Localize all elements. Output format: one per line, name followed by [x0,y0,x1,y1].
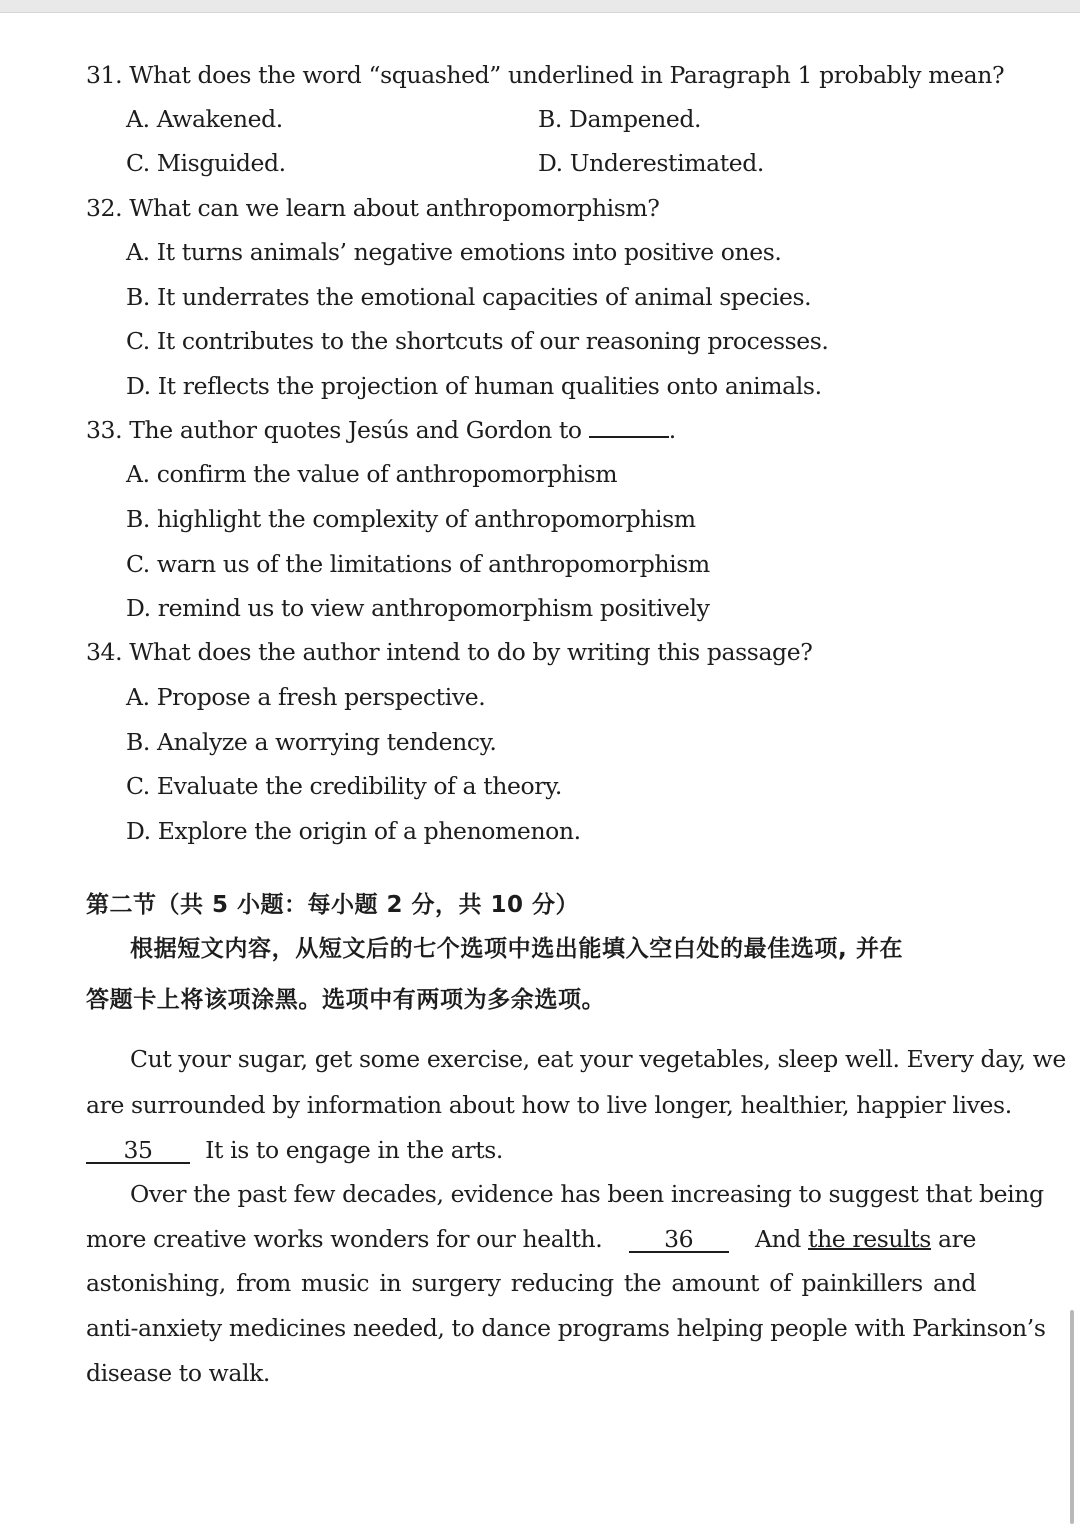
question-34-option-c: C. Evaluate the credibility of a theory. [126,772,562,800]
question-34-option-a: A. Propose a fresh perspective. [126,683,486,711]
question-31-stem: 31. What does the word “squashed” underlined in Paragraph 1 probably mean? [86,61,1005,89]
passage-paragraph-1-line-3 [86,1135,976,1165]
question-33-stem [86,415,676,445]
question-33-option-d: D. remind us to view anthropomorphism positively [126,594,710,622]
passage-paragraph-2-line-2-tail [755,1224,976,1254]
question-32-option-a: A. It turns animals’ negative emotions into positive ones. [126,238,782,266]
question-34-stem: 34. What does the author intend to do by writing this passage? [86,638,813,666]
passage-paragraph-2-line-3: astonishing, from music in surgery reducing the amount of painkillers and [86,1269,976,1297]
passage-paragraph-2-line-2 [86,1224,976,1254]
scrollbar-thumb[interactable] [1070,1310,1074,1524]
passage-paragraph-2-line-5: disease to walk. [86,1359,270,1387]
passage-the-results: the results [808,1225,931,1253]
question-34-option-b: B. Analyze a worrying tendency. [126,728,497,756]
section-instruction-line-2: 答题卡上将该项涂黑。选项中有两项为多余选项。 [86,987,606,1013]
passage-are-word: are [938,1225,976,1253]
passage-paragraph-2-line-2-text: more creative works wonders for our health. [86,1225,603,1253]
question-34-option-d: D. Explore the origin of a phenomenon. [126,817,581,845]
question-32-option-d: D. It reflects the projection of human qualities onto animals. [126,372,822,400]
passage-paragraph-1-line-2: are surrounded by information about how to live longer, healthier, happier lives. [86,1091,1012,1119]
passage-paragraph-1-line-1: Cut your sugar, get some exercise, eat your vegetables, sleep well. Every day, we [130,1045,1066,1073]
vertical-scrollbar[interactable] [1066,12,1080,1512]
passage-and-word: And [755,1225,801,1253]
answer-blank [589,416,669,438]
blank-35: 35 [86,1138,190,1164]
blank-36: 36 [629,1227,729,1253]
section-title: 第二节（共 5 小题：每小题 2 分，共 10 分） [86,892,580,918]
passage-paragraph-2-line-1: Over the past few decades, evidence has been increasing to suggest that being [130,1180,1044,1208]
question-31-option-d: D. Underestimated. [538,149,764,177]
section-instruction-line-1: 根据短文内容，从短文后的七个选项中选出能填入空白处的最佳选项, 并在 [130,936,904,962]
question-31-option-b: B. Dampened. [538,105,702,133]
question-32-option-b: B. It underrates the emotional capacities of animal species. [126,283,812,311]
question-32-option-c: C. It contributes to the shortcuts of our reasoning processes. [126,327,829,355]
question-33-option-c: C. warn us of the limitations of anthropomorphism [126,550,710,578]
question-33-option-a: A. confirm the value of anthropomorphism [126,460,618,488]
question-33-option-b: B. highlight the complexity of anthropomorphism [126,505,696,533]
passage-paragraph-2-line-4: anti-anxiety medicines needed, to dance programs helping people with Parkinson’s [86,1314,1046,1342]
question-31-option-c: C. Misguided. [126,149,286,177]
question-31-option-a: A. Awakened. [126,105,283,133]
passage-paragraph-1-line-3-text: It is to engage in the arts. [205,1136,503,1164]
question-33-stem-end: . [668,416,676,444]
question-33-stem-text: 33. The author quotes Jesús and Gordon to [86,416,582,444]
question-32-stem: 32. What can we learn about anthropomorphism? [86,194,660,222]
